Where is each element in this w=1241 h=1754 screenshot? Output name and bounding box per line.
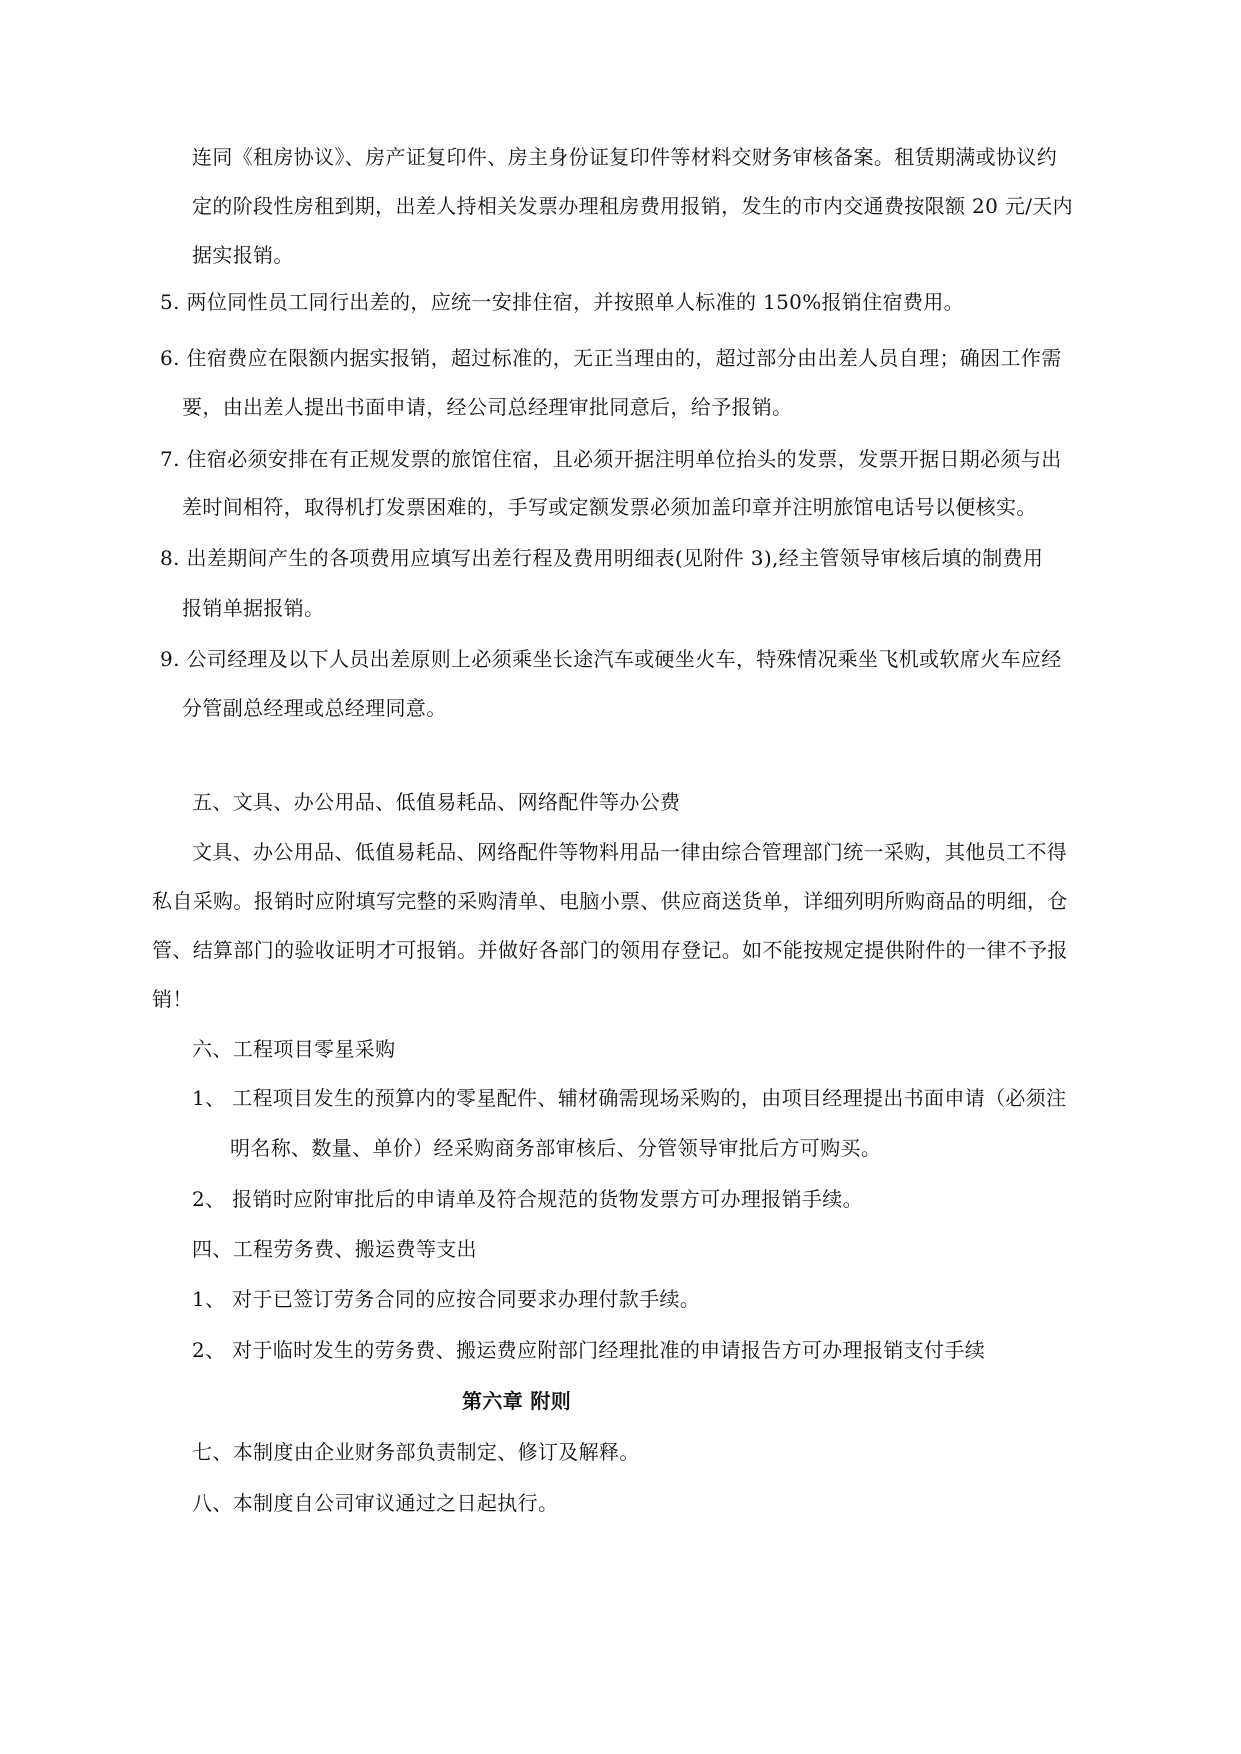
paragraph-line: 销！ — [152, 987, 193, 1011]
list-item-8: 8. 出差期间产生的各项费用应填写出差行程及费用明细表(见附件 3),经主管领导审核后填的制费用 — [160, 546, 1044, 570]
list-item-1: 1、 对于已签订劳务合同的应按合同要求办理付款手续。 — [192, 1287, 701, 1311]
list-item-2: 2、 报销时应附审批后的申请单及符合规范的货物发票方可办理报销手续。 — [192, 1187, 863, 1211]
paragraph-line: 据实报销。 — [192, 243, 294, 267]
list-item-6-continuation: 要，由出差人提出书面申请，经公司总经理审批同意后，给予报销。 — [182, 395, 793, 419]
list-item-7: 7. 住宿必须安排在有正规发票的旅馆住宿，且必须开据注明单位抬头的发票，发票开据日期必须与出 — [160, 447, 1062, 471]
list-item-9-continuation: 分管副总经理或总经理同意。 — [182, 696, 447, 720]
paragraph-line: 文具、办公用品、低值易耗品、网络配件等物料用品一律由综合管理部门统一采购，其他员工不得 — [192, 840, 1068, 864]
chapter-title: 第六章 附则 — [462, 1389, 572, 1413]
paragraph-line: 连同《租房协议》、房产证复印件、房主身份证复印件等材料交财务审核备案。租赁期满或协议约 — [192, 145, 1058, 169]
section-heading-4: 四、工程劳务费、搬运费等支出 — [192, 1237, 477, 1261]
paragraph-line: 私自采购。报销时应附填写完整的采购清单、电脑小票、供应商送货单，详细列明所购商品的明细，仓 — [152, 889, 1068, 913]
list-item-8-continuation: 报销单据报销。 — [182, 596, 325, 620]
section-heading-5: 五、文具、办公用品、低值易耗品、网络配件等办公费 — [192, 790, 681, 814]
list-item-2: 2、 对于临时发生的劳务费、搬运费应附部门经理批准的申请报告方可办理报销支付手续 — [192, 1338, 986, 1362]
list-item-9: 9. 公司经理及以下人员出差原则上必须乘坐长途汽车或硬坐火车，特殊情况乘坐飞机或软席火车应经 — [160, 647, 1062, 671]
list-item-6: 6. 住宿费应在限额内据实报销，超过标准的，无正当理由的，超过部分由出差人员自理；确因工作需 — [160, 346, 1062, 370]
paragraph-line: 管、结算部门的验收证明才可报销。并做好各部门的领用存登记。如不能按规定提供附件的一律不予报 — [152, 938, 1068, 962]
paragraph-line: 定的阶段性房租到期，出差人持相关发票办理租房费用报销，发生的市内交通费按限额 20 元/天内 — [192, 194, 1074, 218]
list-item-5: 5. 两位同性员工同行出差的，应统一安排住宿，并按照单人标准的 150%报销住宿费用。 — [160, 290, 965, 314]
paragraph-line: 七、本制度由企业财务部负责制定、修订及解释。 — [192, 1440, 640, 1464]
paragraph-line: 八、本制度自公司审议通过之日起执行。 — [192, 1491, 559, 1515]
section-heading-6: 六、工程项目零星采购 — [192, 1037, 396, 1061]
list-item-1-continuation: 明名称、数量、单价）经采购商务部审核后、分管领导审批后方可购买。 — [230, 1136, 882, 1160]
list-item-7-continuation: 差时间相符，取得机打发票困难的，手写或定额发票必须加盖印章并注明旅馆电话号以便核实。 — [182, 495, 1037, 519]
list-item-1: 1、 工程项目发生的预算内的零星配件、辅材确需现场采购的，由项目经理提出书面申请（必须注 — [192, 1086, 1067, 1110]
